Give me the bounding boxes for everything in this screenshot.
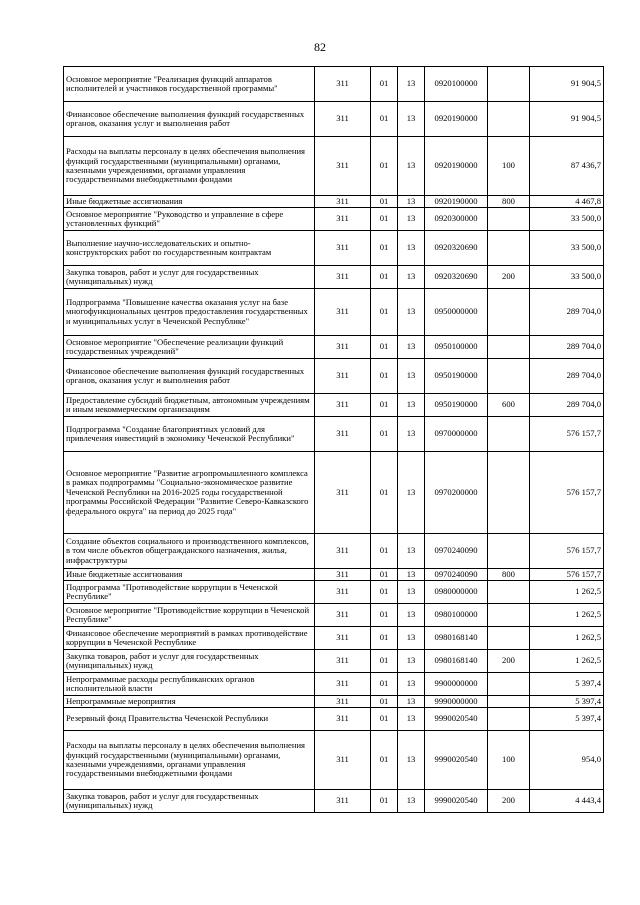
amount: 33 500,0 — [530, 266, 604, 289]
table-row — [64, 708, 604, 731]
amount: 576 157,7 — [530, 417, 604, 452]
target-article-code: 0980100000 — [425, 604, 488, 627]
subsection-code: 13 — [398, 604, 425, 627]
target-article-code: 0980000000 — [425, 581, 488, 604]
section-code: 01 — [371, 696, 398, 708]
expense-type-code: 100 — [488, 137, 530, 196]
subsection-code: 13 — [398, 336, 425, 359]
subsection-code: 13 — [398, 67, 425, 102]
table-row — [64, 569, 604, 581]
ministry-code: 311 — [315, 696, 371, 708]
table-row — [64, 336, 604, 359]
target-article-code: 0970240090 — [425, 569, 488, 581]
row-name: Непрограммные мероприятия — [64, 696, 315, 708]
row-name: Финансовое обеспечение мероприятий в рамках противодействие коррупции в Чеченской Республике — [64, 627, 315, 650]
row-name: Основное мероприятие "Обеспечение реализации функций государственных учреждений" — [64, 336, 315, 359]
table-row — [64, 417, 604, 452]
ministry-code: 311 — [315, 137, 371, 196]
ministry-code: 311 — [315, 289, 371, 336]
target-article-code: 0950190000 — [425, 394, 488, 417]
amount: 289 704,0 — [530, 359, 604, 394]
section-code: 01 — [371, 67, 398, 102]
table-row — [64, 673, 604, 696]
subsection-code: 13 — [398, 359, 425, 394]
row-name: Непрограммные расходы республиканских органов исполнительной власти — [64, 673, 315, 696]
section-code: 01 — [371, 231, 398, 266]
page-number: 82 — [314, 40, 326, 54]
section-code: 01 — [371, 336, 398, 359]
ministry-code: 311 — [315, 708, 371, 731]
expense-type-code — [488, 102, 530, 137]
row-name: Расходы на выплаты персоналу в целях обеспечения выполнения функций государственными (муниципальными) органами, казенными учреждениями, органами управления государственными внебюджетными фондами — [64, 731, 315, 790]
table-row — [64, 196, 604, 208]
table-row — [64, 359, 604, 394]
expense-type-code — [488, 534, 530, 569]
section-code: 01 — [371, 452, 398, 534]
ministry-code: 311 — [315, 604, 371, 627]
table-row — [64, 650, 604, 673]
amount: 576 157,7 — [530, 534, 604, 569]
ministry-code: 311 — [315, 731, 371, 790]
subsection-code: 13 — [398, 452, 425, 534]
target-article-code: 0980168140 — [425, 650, 488, 673]
subsection-code: 13 — [398, 208, 425, 231]
budget-table — [63, 66, 604, 813]
target-article-code: 0920190000 — [425, 137, 488, 196]
subsection-code: 13 — [398, 696, 425, 708]
table-row — [64, 627, 604, 650]
target-article-code: 0970000000 — [425, 417, 488, 452]
target-article-code: 0920320690 — [425, 231, 488, 266]
amount: 91 904,5 — [530, 67, 604, 102]
ministry-code: 311 — [315, 673, 371, 696]
target-article-code: 9990020540 — [425, 790, 488, 813]
target-article-code: 9990000000 — [425, 696, 488, 708]
amount: 1 262,5 — [530, 581, 604, 604]
expense-type-code: 200 — [488, 266, 530, 289]
expense-type-code — [488, 708, 530, 731]
table-row — [64, 102, 604, 137]
expense-type-code — [488, 452, 530, 534]
row-name: Основное мероприятие "Руководство и управление в сфере установленных функций" — [64, 208, 315, 231]
subsection-code: 13 — [398, 731, 425, 790]
table-row — [64, 581, 604, 604]
target-article-code: 0920300000 — [425, 208, 488, 231]
subsection-code: 13 — [398, 627, 425, 650]
table-row — [64, 452, 604, 534]
expense-type-code: 200 — [488, 790, 530, 813]
table-row — [64, 534, 604, 569]
expense-type-code — [488, 208, 530, 231]
ministry-code: 311 — [315, 581, 371, 604]
ministry-code: 311 — [315, 231, 371, 266]
expense-type-code — [488, 417, 530, 452]
section-code: 01 — [371, 196, 398, 208]
amount: 576 157,7 — [530, 569, 604, 581]
section-code: 01 — [371, 569, 398, 581]
row-name: Финансовое обеспечение выполнения функций государственных органов, оказания услуг и выполнения работ — [64, 102, 315, 137]
table-row — [64, 790, 604, 813]
target-article-code: 0950190000 — [425, 359, 488, 394]
amount: 4 467,8 — [530, 196, 604, 208]
target-article-code: 0980168140 — [425, 627, 488, 650]
expense-type-code — [488, 627, 530, 650]
section-code: 01 — [371, 673, 398, 696]
amount: 289 704,0 — [530, 289, 604, 336]
expense-type-code — [488, 604, 530, 627]
ministry-code: 311 — [315, 208, 371, 231]
amount: 87 436,7 — [530, 137, 604, 196]
expense-type-code — [488, 67, 530, 102]
expense-type-code — [488, 231, 530, 266]
section-code: 01 — [371, 650, 398, 673]
section-code: 01 — [371, 208, 398, 231]
row-name: Закупка товаров, работ и услуг для государственных (муниципальных) нужд — [64, 650, 315, 673]
subsection-code: 13 — [398, 231, 425, 266]
section-code: 01 — [371, 708, 398, 731]
expense-type-code: 600 — [488, 394, 530, 417]
amount: 5 397,4 — [530, 673, 604, 696]
target-article-code: 0920100000 — [425, 67, 488, 102]
subsection-code: 13 — [398, 569, 425, 581]
target-article-code: 0920190000 — [425, 102, 488, 137]
ministry-code: 311 — [315, 266, 371, 289]
table-row — [64, 137, 604, 196]
subsection-code: 13 — [398, 673, 425, 696]
section-code: 01 — [371, 731, 398, 790]
subsection-code: 13 — [398, 394, 425, 417]
target-article-code: 9990020540 — [425, 731, 488, 790]
subsection-code: 13 — [398, 289, 425, 336]
expense-type-code: 800 — [488, 196, 530, 208]
row-name: Основное мероприятие "Развитие агропромышленного комплекса в рамках подпрограммы "Социально-экономическое развитие Чеченской Республики на 2016-2025 годы государственной программы Российской Федерации "Развитие Северо-Кавказского федерального округа" на период до 2025 года" — [64, 452, 315, 534]
amount: 33 500,0 — [530, 231, 604, 266]
row-name: Подпрограмма "Повышение качества оказания услуг на базе многофункциональных центров предоставления государственных и муниципальных услуг в Чеченской Республике" — [64, 289, 315, 336]
table-row — [64, 696, 604, 708]
target-article-code: 9990020540 — [425, 708, 488, 731]
row-name: Финансовое обеспечение выполнения функций государственных органов, оказания услуг и выполнения работ — [64, 359, 315, 394]
target-article-code: 0970240090 — [425, 534, 488, 569]
row-name: Предоставление субсидий бюджетным, автономным учреждениям и иным некоммерческим организациям — [64, 394, 315, 417]
subsection-code: 13 — [398, 790, 425, 813]
section-code: 01 — [371, 394, 398, 417]
amount: 5 397,4 — [530, 708, 604, 731]
amount: 576 157,7 — [530, 452, 604, 534]
subsection-code: 13 — [398, 196, 425, 208]
table-row — [64, 731, 604, 790]
amount: 5 397,4 — [530, 696, 604, 708]
section-code: 01 — [371, 790, 398, 813]
section-code: 01 — [371, 604, 398, 627]
target-article-code: 0920320690 — [425, 266, 488, 289]
section-code: 01 — [371, 289, 398, 336]
row-name: Выполнение научно-исследовательских и опытно-конструкторских работ по государственным контрактам — [64, 231, 315, 266]
amount: 91 904,5 — [530, 102, 604, 137]
row-name: Закупка товаров, работ и услуг для государственных (муниципальных) нужд — [64, 266, 315, 289]
table-row — [64, 208, 604, 231]
ministry-code: 311 — [315, 452, 371, 534]
table-row — [64, 289, 604, 336]
row-name: Расходы на выплаты персоналу в целях обеспечения выполнения функций государственными (муниципальными) органами, казенными учреждениями, органами управления государственными внебюджетными фондами — [64, 137, 315, 196]
ministry-code: 311 — [315, 196, 371, 208]
table-body — [64, 67, 604, 813]
table-row — [64, 266, 604, 289]
amount: 1 262,5 — [530, 627, 604, 650]
target-article-code: 0970200000 — [425, 452, 488, 534]
table-row — [64, 394, 604, 417]
ministry-code: 311 — [315, 790, 371, 813]
table-row — [64, 67, 604, 102]
ministry-code: 311 — [315, 650, 371, 673]
ministry-code: 311 — [315, 67, 371, 102]
row-name: Резервный фонд Правительства Чеченской Республики — [64, 708, 315, 731]
section-code: 01 — [371, 266, 398, 289]
amount: 33 500,0 — [530, 208, 604, 231]
table-row — [64, 231, 604, 266]
section-code: 01 — [371, 417, 398, 452]
section-code: 01 — [371, 581, 398, 604]
amount: 1 262,5 — [530, 604, 604, 627]
subsection-code: 13 — [398, 102, 425, 137]
row-name: Основное мероприятие "Противодействие коррупции в Чеченской Республике" — [64, 604, 315, 627]
row-name: Закупка товаров, работ и услуг для государственных (муниципальных) нужд — [64, 790, 315, 813]
ministry-code: 311 — [315, 394, 371, 417]
row-name: Подпрограмма "Противодействие коррупции в Чеченской Республике" — [64, 581, 315, 604]
section-code: 01 — [371, 627, 398, 650]
section-code: 01 — [371, 534, 398, 569]
expense-type-code — [488, 289, 530, 336]
table-row — [64, 604, 604, 627]
section-code: 01 — [371, 359, 398, 394]
expense-type-code: 100 — [488, 731, 530, 790]
expense-type-code — [488, 696, 530, 708]
expense-type-code — [488, 673, 530, 696]
ministry-code: 311 — [315, 627, 371, 650]
ministry-code: 311 — [315, 102, 371, 137]
amount: 954,0 — [530, 731, 604, 790]
subsection-code: 13 — [398, 581, 425, 604]
subsection-code: 13 — [398, 266, 425, 289]
row-name: Подпрограмма "Создание благоприятных условий для привлечения инвестиций в экономику Чеченской Республики" — [64, 417, 315, 452]
row-name: Иные бюджетные ассигнования — [64, 569, 315, 581]
target-article-code: 0920190000 — [425, 196, 488, 208]
expense-type-code — [488, 359, 530, 394]
ministry-code: 311 — [315, 417, 371, 452]
expense-type-code: 800 — [488, 569, 530, 581]
ministry-code: 311 — [315, 336, 371, 359]
expense-type-code — [488, 336, 530, 359]
ministry-code: 311 — [315, 359, 371, 394]
subsection-code: 13 — [398, 534, 425, 569]
amount: 289 704,0 — [530, 394, 604, 417]
amount: 1 262,5 — [530, 650, 604, 673]
target-article-code: 0950000000 — [425, 289, 488, 336]
row-name: Создание объектов социального и производственного комплексов, в том числе объектов общегражданского назначения, жилья, инфраструктуры — [64, 534, 315, 569]
ministry-code: 311 — [315, 569, 371, 581]
expense-type-code: 200 — [488, 650, 530, 673]
subsection-code: 13 — [398, 650, 425, 673]
subsection-code: 13 — [398, 708, 425, 731]
amount: 289 704,0 — [530, 336, 604, 359]
row-name: Иные бюджетные ассигнования — [64, 196, 315, 208]
target-article-code: 0950100000 — [425, 336, 488, 359]
subsection-code: 13 — [398, 137, 425, 196]
subsection-code: 13 — [398, 417, 425, 452]
section-code: 01 — [371, 102, 398, 137]
target-article-code: 9900000000 — [425, 673, 488, 696]
ministry-code: 311 — [315, 534, 371, 569]
section-code: 01 — [371, 137, 398, 196]
expense-type-code — [488, 581, 530, 604]
amount: 4 443,4 — [530, 790, 604, 813]
row-name: Основное мероприятие "Реализация функций аппаратов исполнителей и участников государственной программы" — [64, 67, 315, 102]
